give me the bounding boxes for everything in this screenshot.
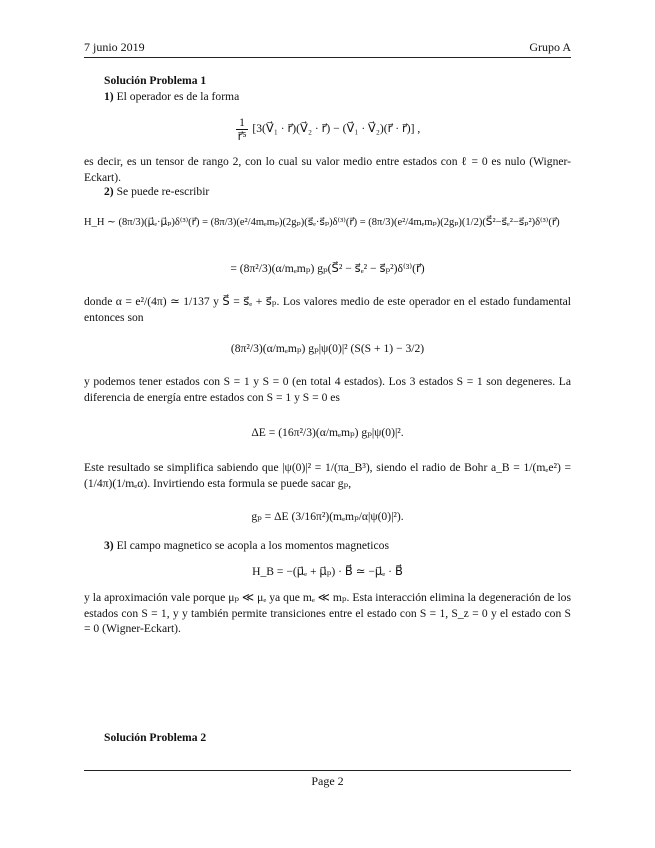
para-final: y la aproximación vale porque μₚ ≪ μₑ ya que mₑ ≪ mₚ. Esta interacción elimina la degeneración de los estados con S = 1, y y también permite transiciones entre el estado con S = 1, S_z = 0 y el estado con S = 0 (Wigner-Eckart). — [84, 591, 571, 635]
problem1-part1: 1) El operador es de la forma — [104, 90, 240, 103]
equation-hamiltonian: H_H ∼ (8π/3)(μ⃗ₑ·μ⃗ₚ)δ⁽³⁾(r⃗) = (8π/3)(e²/4mₑmₚ)(2gₚ)(s⃗ₑ·s⃗ₚ)δ⁽³⁾(r⃗) = (8π/3)(e²/4mₑmₚ)(2gₚ)(1/2)(S⃗²−s⃗ₑ²−s⃗ₚ²)δ⁽³⁾(r⃗) — [84, 217, 560, 228]
para-rank2: es decir, es un tensor de rango 2, con lo cual su valor medio entre estados con ℓ = 0 es nulo (Wigner-Eckart). — [84, 155, 571, 184]
equation-operator: $\frac{1}{\text{r⃗⁵}}$ [3(V⃗₁ · r⃗)(V⃗₂ · r⃗) − (V⃗₁ · V⃗₂)(r⃗ · r⃗)] , — [237, 116, 421, 143]
header-rule — [84, 57, 571, 58]
equation-hb: H_B = −(μ⃗ₑ + μ⃗ₚ) · B⃗ ≃ −μ⃗ₑ · B⃗ — [252, 565, 403, 578]
problem2-title: Solución Problema 2 — [104, 731, 207, 744]
problem1-part3: 3) El campo magnetico se acopla a los momentos magneticos — [104, 539, 389, 552]
header-group: Grupo A — [529, 40, 571, 54]
problem1-part2: 2) Se puede re-escribir — [104, 185, 210, 198]
para-donde: donde α = e²/(4π) ≃ 1/137 y S⃗ = s⃗ₑ + s⃗ₚ. Los valores medio de este operador en el estado fundamental entonces son — [84, 295, 571, 324]
footer-rule — [84, 770, 571, 771]
para-estados: y podemos tener estados con S = 1 y S = 0 (en total 4 estados). Los 3 estados S = 1 son degeneres. La diferencia de energía entre estados con S = 1 y S = 0 es — [84, 375, 571, 404]
equation-gp: gₚ = ΔE (3/16π²)(mₑmₚ/α|ψ(0)|²). — [251, 510, 404, 523]
equation-mean-value: (8π²/3)(α/mₑmₚ) gₚ|ψ(0)|² (S(S + 1) − 3/2) — [230, 342, 425, 355]
footer-page: Page 2 — [311, 774, 344, 788]
para-bohr: Este resultado se simplifica sabiendo que |ψ(0)|² = 1/(πa_B³), siendo el radio de Bohr a_B = 1/(mₑe²) = (1/4π)(1/mₑα). Invirtiendo esta formula se puede sacar gₚ, — [84, 461, 571, 490]
equation-delta-e: ΔE = (16π²/3)(α/mₑmₚ) gₚ|ψ(0)|². — [251, 426, 404, 439]
equation-hamiltonian-cont: = (8π²/3)(α/mₑmₚ) gₚ(S⃗² − s⃗ₑ² − s⃗ₚ²)δ⁽³⁾(r⃗) — [230, 262, 425, 275]
problem1-title: Solución Problema 1 — [104, 74, 207, 87]
header-date: 7 junio 2019 — [84, 40, 145, 54]
